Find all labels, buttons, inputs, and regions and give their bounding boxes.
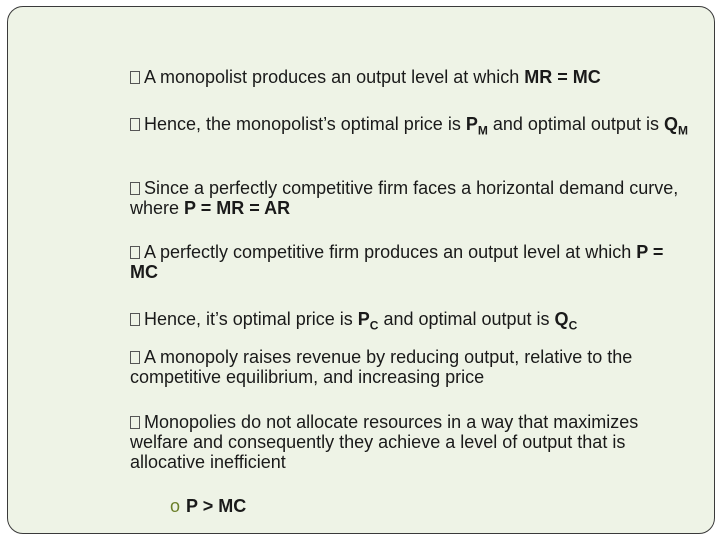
sub-bullet bbox=[170, 496, 246, 516]
bullet-text: Monopolies do not allocate resources in a way that maximizes welfare and consequently they achieve a level of output that is allocative inefficient bbox=[130, 412, 639, 472]
bullet-box-icon bbox=[130, 351, 140, 364]
bullet-text: A monopolist produces an output level at which bbox=[144, 67, 525, 87]
bullet-text: Hence, the monopolist’s optimal price is bbox=[144, 114, 466, 134]
bullet-7 bbox=[130, 412, 690, 472]
bullet-box-icon bbox=[130, 182, 140, 195]
bullet-bold-text: $Q_C$ bbox=[554, 309, 578, 333]
bullet-text: and optimal output is bbox=[487, 114, 664, 134]
bullet-box-icon bbox=[130, 71, 140, 84]
bullet-1 bbox=[130, 67, 690, 87]
bullet-bold-text: $P_M$ bbox=[465, 114, 488, 138]
bullet-2 bbox=[130, 114, 690, 141]
circle-bullet-icon: o bbox=[170, 496, 181, 516]
bullet-text: and optimal output is bbox=[378, 309, 555, 329]
bullet-bold-text: MR = MC bbox=[524, 67, 601, 87]
bullet-text: A monopoly raises revenue by reducing output, relative to the competitive equilibrium, and increasing price bbox=[130, 347, 633, 387]
bullet-bold-text: P = MC bbox=[130, 242, 664, 282]
bullet-box-icon bbox=[130, 118, 140, 131]
sub-bullet-text: P > MC bbox=[186, 496, 247, 516]
bullet-text: Hence, it’s optimal price is bbox=[144, 309, 358, 329]
bullet-text: Since a perfectly competitive firm faces a horizontal demand curve, where bbox=[130, 178, 679, 218]
bullet-3 bbox=[130, 178, 690, 218]
bullet-box-icon bbox=[130, 313, 140, 326]
bullet-box-icon bbox=[130, 246, 140, 259]
bullet-4 bbox=[130, 242, 690, 282]
bullet-bold-text: P = MR = AR bbox=[184, 198, 291, 218]
bullet-5 bbox=[130, 309, 690, 336]
bullet-bold-text: $P_C$ bbox=[357, 309, 379, 333]
bullet-6 bbox=[130, 347, 690, 387]
bullet-bold-text: $Q_M$ bbox=[663, 114, 688, 138]
bullet-text: A perfectly competitive firm produces an output level at which bbox=[144, 242, 637, 262]
bullet-box-icon bbox=[130, 416, 140, 429]
